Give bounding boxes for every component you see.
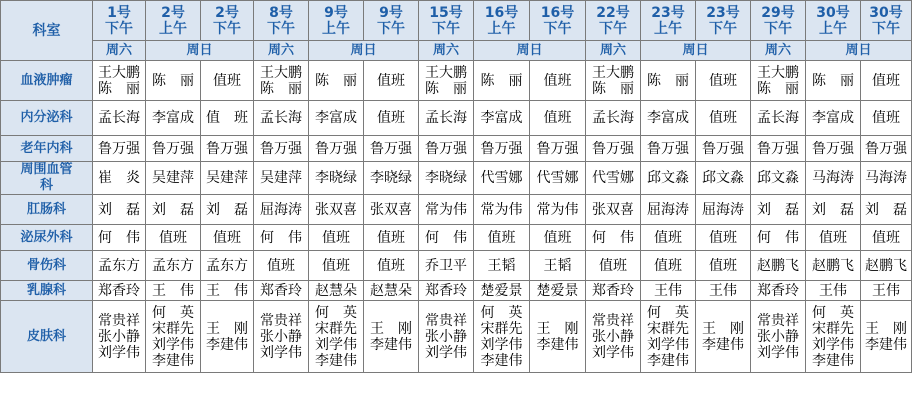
column-header [254, 1, 309, 41]
duty-cell: 邱文淼 [751, 162, 806, 195]
duty-cell: 常贵祥 张小静 刘学伟 [586, 301, 641, 373]
column-time: 下午 [709, 20, 737, 37]
duty-cell: 赵鹏飞 [806, 251, 861, 281]
column-header [861, 1, 912, 41]
duty-cell: 值班 [309, 225, 364, 251]
column-day: 15号 [429, 4, 463, 21]
department-name: 泌尿外科 [1, 225, 93, 251]
duty-cell: 孟东方 [146, 251, 201, 281]
duty-cell: 代雪娜 [474, 162, 530, 195]
duty-cell: 吴建萍 [201, 162, 254, 195]
duty-cell: 李富成 [309, 101, 364, 136]
duty-cell: 何 伟 [586, 225, 641, 251]
department-name: 肛肠科 [1, 195, 93, 225]
duty-cell: 孟长海 [751, 101, 806, 136]
duty-cell: 代雪娜 [530, 162, 586, 195]
duty-cell: 刘 磊 [201, 195, 254, 225]
duty-cell: 鲁万强 [586, 136, 641, 162]
table-row [1, 195, 912, 225]
weekday-cell: 周日 [641, 41, 751, 61]
column-day: 30号 [869, 4, 903, 21]
duty-cell: 李富成 [146, 101, 201, 136]
duty-cell: 赵鹏飞 [861, 251, 912, 281]
column-time: 上午 [654, 20, 682, 37]
duty-cell: 王大鹏 陈 丽 [419, 61, 474, 101]
duty-cell: 孟东方 [93, 251, 146, 281]
column-header [93, 1, 146, 41]
duty-cell: 何 伟 [93, 225, 146, 251]
table-row [1, 225, 912, 251]
duty-cell: 值班 [586, 251, 641, 281]
duty-cell: 值班 [806, 225, 861, 251]
duty-cell: 王 伟 [146, 281, 201, 301]
column-day: 29号 [761, 4, 795, 21]
duty-cell: 值班 [641, 251, 696, 281]
column-header [146, 1, 201, 41]
duty-cell: 乔卫平 [419, 251, 474, 281]
duty-cell: 赵鹏飞 [751, 251, 806, 281]
duty-cell: 陈 丽 [309, 61, 364, 101]
duty-cell: 值班 [696, 61, 751, 101]
column-time: 下午 [543, 20, 572, 37]
duty-cell: 张双喜 [364, 195, 419, 225]
column-time: 下午 [377, 20, 405, 37]
duty-cell: 值班 [364, 225, 419, 251]
column-header [419, 1, 474, 41]
duty-cell: 李富成 [641, 101, 696, 136]
duty-cell: 值班 [696, 225, 751, 251]
duty-cell: 王 刚 李建伟 [530, 301, 586, 373]
duty-cell: 常贵祥 张小静 刘学伟 [751, 301, 806, 373]
department-name: 骨伤科 [1, 251, 93, 281]
column-day: 9号 [324, 4, 348, 21]
column-day: 16号 [484, 4, 519, 21]
duty-cell: 楚爱景 [530, 281, 586, 301]
duty-cell: 刘 磊 [146, 195, 201, 225]
column-time: 上午 [322, 20, 350, 37]
duty-cell: 值班 [861, 101, 912, 136]
column-time: 下午 [213, 20, 241, 37]
duty-cell: 赵慧朵 [364, 281, 419, 301]
column-day: 2号 [215, 4, 239, 21]
column-header [641, 1, 696, 41]
duty-cell: 屈海涛 [641, 195, 696, 225]
table-row [1, 301, 912, 373]
duty-cell: 王 伟 [201, 281, 254, 301]
duty-cell: 值班 [201, 61, 254, 101]
duty-cell: 陈 丽 [641, 61, 696, 101]
duty-cell: 崔 炎 [93, 162, 146, 195]
duty-cell: 王大鹏 陈 丽 [93, 61, 146, 101]
duty-cell: 王 刚 李建伟 [861, 301, 912, 373]
duty-cell: 王大鹏 陈 丽 [586, 61, 641, 101]
duty-cell: 陈 丽 [806, 61, 861, 101]
duty-cell: 值班 [364, 251, 419, 281]
duty-cell: 常贵祥 张小静 刘学伟 [93, 301, 146, 373]
weekday-cell: 周日 [474, 41, 586, 61]
column-header [806, 1, 861, 41]
duty-cell: 值班 [364, 61, 419, 101]
column-time: 下午 [105, 20, 133, 37]
duty-cell: 值班 [530, 101, 586, 136]
duty-cell: 张双喜 [586, 195, 641, 225]
column-day: 22号 [596, 4, 630, 21]
duty-cell: 刘 磊 [806, 195, 861, 225]
duty-cell: 李晓绿 [364, 162, 419, 195]
duty-cell: 值班 [530, 225, 586, 251]
duty-cell: 鲁万强 [806, 136, 861, 162]
column-day: 30号 [816, 4, 850, 21]
duty-cell: 值班 [696, 101, 751, 136]
duty-cell: 何 英 宋群先 刘学伟 李建伟 [309, 301, 364, 373]
duty-cell: 邱文淼 [641, 162, 696, 195]
column-day: 16号 [540, 4, 575, 21]
department-name: 老年内科 [1, 136, 93, 162]
column-header [751, 1, 806, 41]
department-name: 周围血管 科 [1, 162, 93, 195]
duty-cell: 何 英 宋群先 刘学伟 李建伟 [474, 301, 530, 373]
department-name: 血液肿瘤 [1, 61, 93, 101]
duty-cell: 王伟 [696, 281, 751, 301]
duty-cell: 常为伟 [474, 195, 530, 225]
duty-cell: 值班 [861, 225, 912, 251]
weekday-row [1, 41, 912, 61]
duty-cell: 鲁万强 [254, 136, 309, 162]
duty-cell: 郑香玲 [419, 281, 474, 301]
column-time: 下午 [599, 20, 627, 37]
duty-cell: 王大鹏 陈 丽 [751, 61, 806, 101]
duty-cell: 张双喜 [309, 195, 364, 225]
column-header [530, 1, 586, 41]
column-time: 下午 [872, 20, 900, 37]
duty-cell: 何 英 宋群先 刘学伟 李建伟 [641, 301, 696, 373]
column-time: 上午 [159, 20, 187, 37]
duty-cell: 陈 丽 [474, 61, 530, 101]
duty-cell: 郑香玲 [254, 281, 309, 301]
table-row [1, 162, 912, 195]
weekday-cell: 周日 [146, 41, 254, 61]
duty-cell: 值班 [254, 251, 309, 281]
duty-cell: 王伟 [861, 281, 912, 301]
duty-cell: 鲁万强 [201, 136, 254, 162]
column-day: 2号 [161, 4, 185, 21]
duty-cell: 李富成 [806, 101, 861, 136]
column-header [586, 1, 641, 41]
duty-cell: 值班 [201, 225, 254, 251]
duty-cell: 马海涛 [806, 162, 861, 195]
duty-cell: 值班 [861, 61, 912, 101]
duty-cell: 李晓绿 [419, 162, 474, 195]
duty-cell: 吴建萍 [146, 162, 201, 195]
weekday-cell: 周日 [806, 41, 912, 61]
duty-cell: 鲁万强 [530, 136, 586, 162]
duty-cell: 鲁万强 [641, 136, 696, 162]
duty-cell: 陈 丽 [146, 61, 201, 101]
column-header [309, 1, 364, 41]
column-day: 23号 [706, 4, 740, 21]
duty-cell: 王大鹏 陈 丽 [254, 61, 309, 101]
duty-cell: 鲁万强 [861, 136, 912, 162]
header-row [1, 1, 912, 41]
table-row [1, 136, 912, 162]
column-header [696, 1, 751, 41]
duty-cell: 值班 [696, 251, 751, 281]
duty-cell: 刘 磊 [751, 195, 806, 225]
duty-cell: 常贵祥 张小静 刘学伟 [254, 301, 309, 373]
column-time: 下午 [764, 20, 792, 37]
duty-cell: 刘 磊 [93, 195, 146, 225]
duty-cell: 值班 [474, 225, 530, 251]
duty-cell: 何 英 宋群先 刘学伟 李建伟 [806, 301, 861, 373]
duty-cell: 邱文淼 [696, 162, 751, 195]
duty-cell: 王韬 [530, 251, 586, 281]
duty-cell: 李晓绿 [309, 162, 364, 195]
duty-cell: 值班 [309, 251, 364, 281]
department-name: 乳腺科 [1, 281, 93, 301]
duty-cell: 何 伟 [419, 225, 474, 251]
column-header [474, 1, 530, 41]
duty-cell: 孟长海 [586, 101, 641, 136]
duty-cell: 王 刚 李建伟 [364, 301, 419, 373]
corner-header: 科室 [1, 1, 93, 61]
duty-cell: 孟长海 [93, 101, 146, 136]
column-time: 下午 [432, 20, 460, 37]
duty-cell: 代雪娜 [586, 162, 641, 195]
duty-cell: 郑香玲 [93, 281, 146, 301]
department-name: 皮肤科 [1, 301, 93, 373]
duty-cell: 值班 [364, 101, 419, 136]
duty-cell: 鲁万强 [309, 136, 364, 162]
duty-cell: 王 刚 李建伟 [201, 301, 254, 373]
duty-cell: 郑香玲 [586, 281, 641, 301]
weekday-cell: 周六 [419, 41, 474, 61]
weekday-cell: 周日 [309, 41, 419, 61]
weekday-cell: 周六 [93, 41, 146, 61]
duty-cell: 值班 [530, 61, 586, 101]
table-row [1, 251, 912, 281]
duty-cell: 王伟 [806, 281, 861, 301]
column-day: 8号 [269, 4, 293, 21]
department-name: 内分泌科 [1, 101, 93, 136]
column-day: 1号 [107, 4, 131, 21]
duty-cell: 何 伟 [751, 225, 806, 251]
duty-cell: 李富成 [474, 101, 530, 136]
duty-cell: 孟长海 [254, 101, 309, 136]
duty-cell: 屈海涛 [254, 195, 309, 225]
weekday-cell: 周六 [254, 41, 309, 61]
table-row [1, 281, 912, 301]
duty-cell: 刘 磊 [861, 195, 912, 225]
table-row [1, 61, 912, 101]
column-header [201, 1, 254, 41]
duty-cell: 常为伟 [530, 195, 586, 225]
duty-cell: 赵慧朵 [309, 281, 364, 301]
duty-cell: 屈海涛 [696, 195, 751, 225]
column-time: 上午 [487, 20, 516, 37]
duty-cell: 楚爱景 [474, 281, 530, 301]
table-row [1, 101, 912, 136]
duty-cell: 值 班 [201, 101, 254, 136]
duty-cell: 值班 [146, 225, 201, 251]
duty-cell: 吴建萍 [254, 162, 309, 195]
duty-cell: 郑香玲 [751, 281, 806, 301]
column-time: 下午 [267, 20, 295, 37]
duty-cell: 鲁万强 [146, 136, 201, 162]
column-header [364, 1, 419, 41]
duty-cell: 值班 [641, 225, 696, 251]
duty-cell: 孟东方 [201, 251, 254, 281]
weekday-cell: 周六 [751, 41, 806, 61]
duty-cell: 鲁万强 [474, 136, 530, 162]
duty-cell: 常为伟 [419, 195, 474, 225]
duty-cell: 王伟 [641, 281, 696, 301]
column-time: 上午 [819, 20, 847, 37]
duty-cell: 王韬 [474, 251, 530, 281]
duty-cell: 何 伟 [254, 225, 309, 251]
duty-cell: 王 刚 李建伟 [696, 301, 751, 373]
column-day: 9号 [379, 4, 403, 21]
duty-cell: 鲁万强 [751, 136, 806, 162]
duty-cell: 何 英 宋群先 刘学伟 李建伟 [146, 301, 201, 373]
duty-cell: 马海涛 [861, 162, 912, 195]
duty-cell: 常贵祥 张小静 刘学伟 [419, 301, 474, 373]
column-day: 23号 [651, 4, 685, 21]
duty-cell: 鲁万强 [696, 136, 751, 162]
duty-cell: 鲁万强 [419, 136, 474, 162]
duty-cell: 鲁万强 [364, 136, 419, 162]
duty-cell: 鲁万强 [93, 136, 146, 162]
duty-cell: 孟长海 [419, 101, 474, 136]
weekday-cell: 周六 [586, 41, 641, 61]
